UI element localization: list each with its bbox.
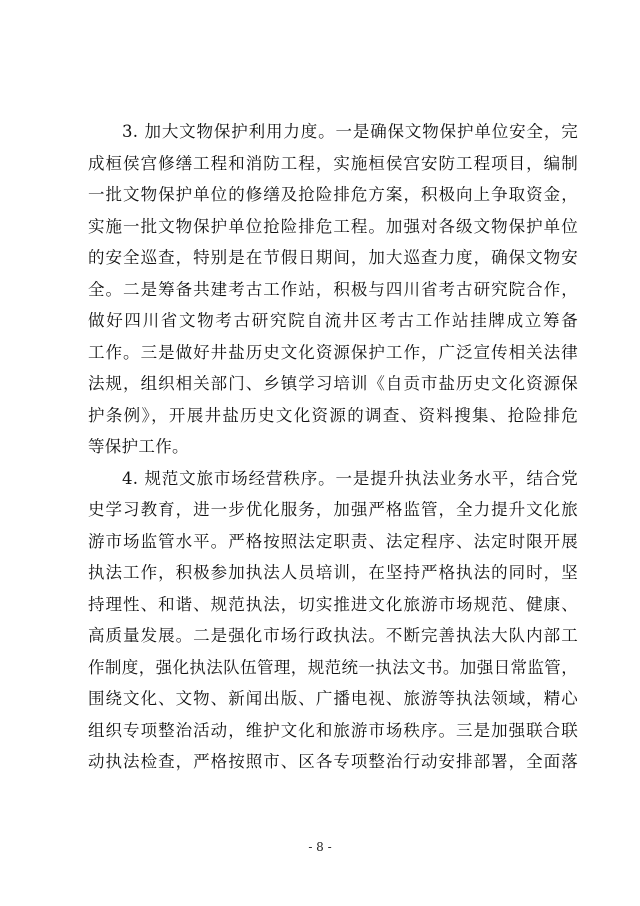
text-line: 成桓侯宫修缮工程和消防工程，实施桓侯宫安防工程项目，编制 — [88, 153, 578, 173]
text-line: 执法工作，积极参加执法人员培训，在坚持严格执法的同时，坚 — [88, 563, 578, 582]
text-line: 护条例》，开展井盐历史文化资源的调查、资料搜集、抢险排危 — [88, 405, 578, 425]
text-line: 一批文物保护单位的修缮及抢险排危方案，积极向上争取资金， — [88, 185, 578, 204]
text-line: 持理性、和谐、规范执法，切实推进文化旅游市场规范、健康、 — [88, 594, 578, 614]
text-line: 3. 加大文物保护利用力度。一是确保文物保护单位安全，完 — [122, 122, 578, 141]
text-line: 等保护工作。 — [88, 437, 189, 456]
text-line: 做好四川省文物考古研究院自流井区考古工作站挂牌成立筹备 — [88, 311, 578, 330]
text-line: 全。二是筹备共建考古工作站，积极与四川省考古研究院合作， — [88, 279, 578, 299]
document-body — [88, 116, 578, 778]
text-line: 4. 规范文旅市场经营秩序。一是提升执法业务水平，结合党 — [122, 468, 578, 488]
text-line: 法规，组织相关部门、乡镇学习培训《自贡市盐历史文化资源保 — [88, 374, 578, 393]
text-line: 史学习教育，进一步优化服务，加强严格监管，全力提升文化旅 — [88, 500, 578, 519]
text-line: 作制度，强化执法队伍管理，规范统一执法文书。加强日常监管， — [88, 657, 578, 677]
text-line: 动执法检查，严格按照市、区各专项整治行动安排部署，全面落 — [88, 752, 578, 771]
text-line: 组织专项整治活动，维护文化和旅游市场秩序。三是加强联合联 — [88, 720, 578, 740]
text-line: 高质量发展。二是强化市场行政执法。不断完善执法大队内部工 — [88, 626, 578, 645]
paragraph-market-regulation — [88, 463, 578, 778]
text-line: 工作。三是做好井盐历史文化资源保护工作，广泛宣传相关法律 — [88, 342, 578, 362]
paragraph-cultural-relics-protection — [88, 116, 578, 463]
text-line: 游市场监管水平。严格按照法定职责、法定程序、法定时限开展 — [88, 531, 578, 551]
text-line: 实施一批文物保护单位抢险排危工程。加强对各级文物保护单位 — [88, 216, 578, 236]
text-line: 的安全巡查，特别是在节假日期间，加大巡查力度，确保文物安 — [88, 248, 578, 267]
page-number: - 8 - — [308, 840, 332, 854]
text-line: 围绕文化、文物、新闻出版、广播电视、旅游等执法领域，精心 — [88, 689, 578, 708]
